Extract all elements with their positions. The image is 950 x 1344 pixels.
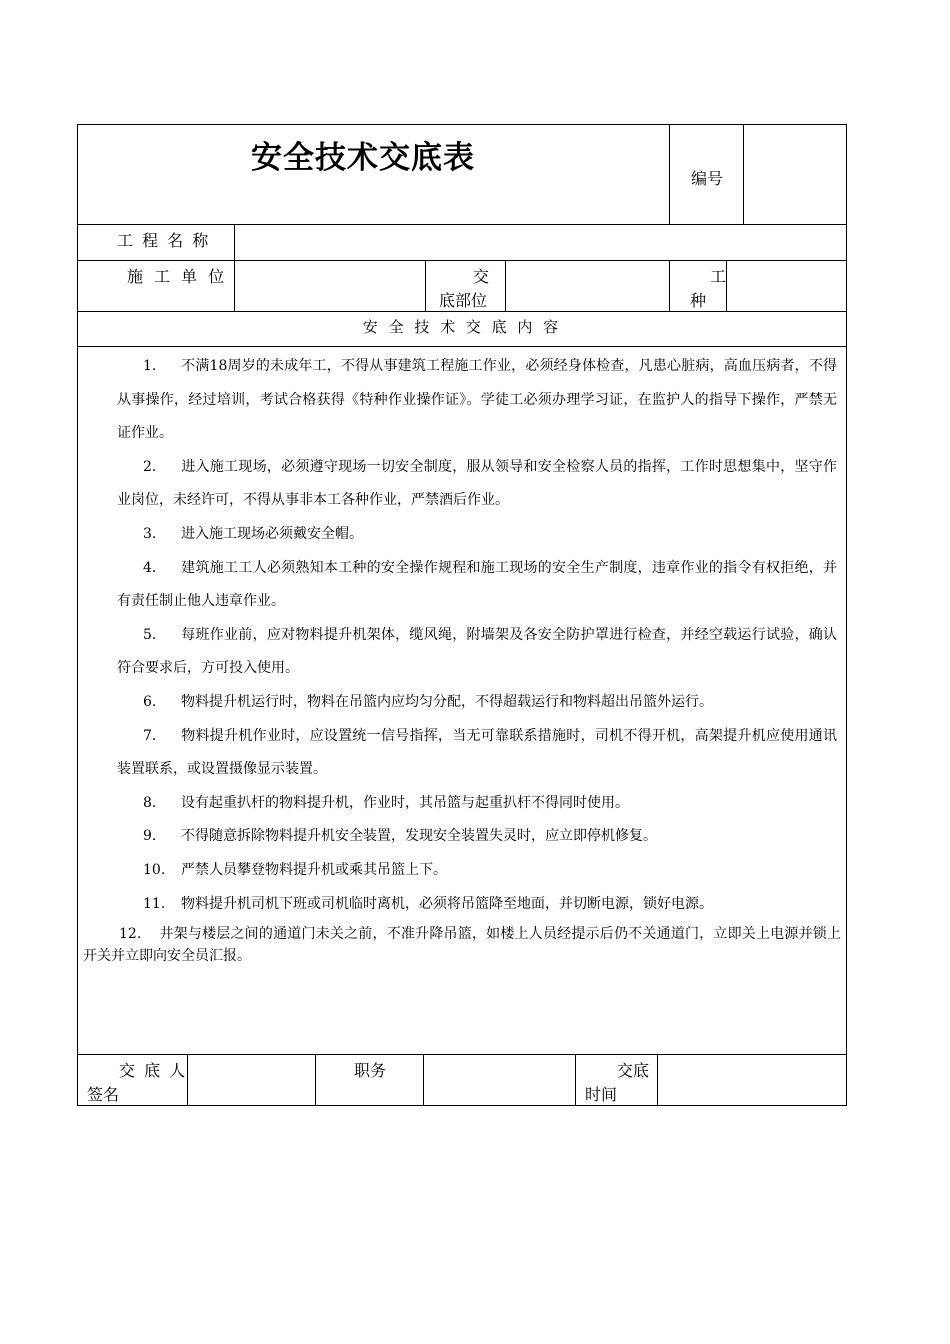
project-name-label: 工 程 名 称 — [117, 231, 211, 250]
list-item: 2. 进入施工现场，必须遵守现场一切安全制度，服从领导和安全检察人员的指挥，工作时思想集中，坚守作业岗位，未经许可，不得从事非本工各种作业，严禁酒后作业。 — [117, 458, 837, 509]
position-field[interactable] — [433, 1068, 573, 1092]
construction-unit-label: 施 工 单 位 — [127, 267, 228, 286]
content-body — [77, 350, 847, 967]
list-item: 9. 不得随意拆除物料提升机安全装置，发现安全装置失灵时，应立即停机修复。 — [143, 828, 657, 845]
construction-unit-field[interactable] — [247, 266, 417, 290]
form-title: 安全技术交底表 — [251, 140, 475, 176]
trade-field[interactable] — [737, 266, 837, 290]
briefing-time-field[interactable] — [667, 1068, 837, 1092]
location-label-line2: 底部位 — [439, 291, 488, 310]
divider — [669, 124, 670, 224]
time-label-line2: 时间 — [585, 1085, 618, 1104]
divider — [423, 1054, 424, 1106]
divider — [657, 1054, 658, 1106]
divider — [315, 1054, 316, 1106]
location-label-line1: 交 — [473, 267, 490, 286]
list-item: 5. 每班作业前，应对物料提升机架体，缆风绳，附墙架及各安全防护罩进行检查，并经空载运行试验，确认符合要求后，方可投入使用。 — [117, 626, 837, 677]
list-item: 10. 严禁人员攀登物料提升机或乘其吊篮上下。 — [143, 861, 447, 878]
content-heading: 安 全 技 术 交 底 内 容 — [362, 318, 562, 336]
border-top — [77, 124, 847, 125]
signer-field[interactable] — [197, 1068, 307, 1092]
time-label-line1: 交底 — [617, 1061, 650, 1080]
trade-label-line2: 种 — [690, 291, 707, 310]
divider — [575, 1054, 576, 1106]
list-item: 1. 不满18周岁的未成年工，不得从事建筑工程施工作业，必须经身体检查，凡患心脏病，高血压病者，不得从事操作，经过培训，考试合格获得《特种作业操作证》。学徒工必须办理学习证，在监护人的指导下操作，严禁无证作业。 — [117, 358, 837, 442]
list-item: 12. 井架与楼层之间的通道门未关之前，不准升降吊篮，如楼上人员经提示后仍不关通道门，立即关上电源并锁上开关并立即向安全员汇报。 — [83, 926, 841, 965]
trade-label-line1: 工 — [710, 267, 727, 286]
border-bottom — [77, 1105, 847, 1106]
divider — [726, 260, 727, 311]
list-item: 7. 物料提升机作业时，应设置统一信号指挥，当无可靠联系措施时，司机不得开机，高架提升机应使用通讯装置联系，或设置摄像显示装置。 — [117, 727, 837, 778]
number-label: 编号 — [691, 169, 724, 188]
number-field[interactable] — [757, 166, 837, 190]
list-item: 4. 建筑施工工人必须熟知本工种的安全操作规程和施工现场的安全生产制度，违章作业的指令有权拒绝，并有责任制止他人违章作业。 — [117, 559, 837, 610]
divider — [425, 260, 426, 311]
list-item: 3. 进入施工现场必须戴安全帽。 — [143, 525, 363, 542]
list-item: 6. 物料提升机运行时，物料在吊篮内应均匀分配，不得超载运行和物料超出吊篮外运行。 — [143, 693, 713, 710]
position-label: 职务 — [354, 1061, 387, 1080]
safety-briefing-form — [77, 124, 847, 1106]
divider — [234, 224, 235, 311]
divider — [77, 1054, 847, 1055]
location-field[interactable] — [517, 266, 667, 290]
divider — [77, 224, 847, 225]
list-item: 11. 物料提升机司机下班或司机临时离机，必须将吊篮降至地面，并切断电源，锁好电源。 — [143, 895, 713, 912]
divider — [77, 311, 847, 312]
project-name-field[interactable] — [247, 230, 827, 254]
list-item: 8. 设有起重扒杆的物料提升机，作业时，其吊篮与起重扒杆不得同时使用。 — [143, 794, 629, 811]
signer-label-line2: 签名 — [87, 1085, 120, 1104]
divider — [77, 346, 847, 347]
divider — [505, 260, 506, 311]
divider — [743, 124, 744, 224]
divider — [187, 1054, 188, 1106]
divider — [77, 260, 847, 261]
signer-label-line1: 交 底 人 — [119, 1061, 188, 1080]
divider — [669, 260, 670, 311]
